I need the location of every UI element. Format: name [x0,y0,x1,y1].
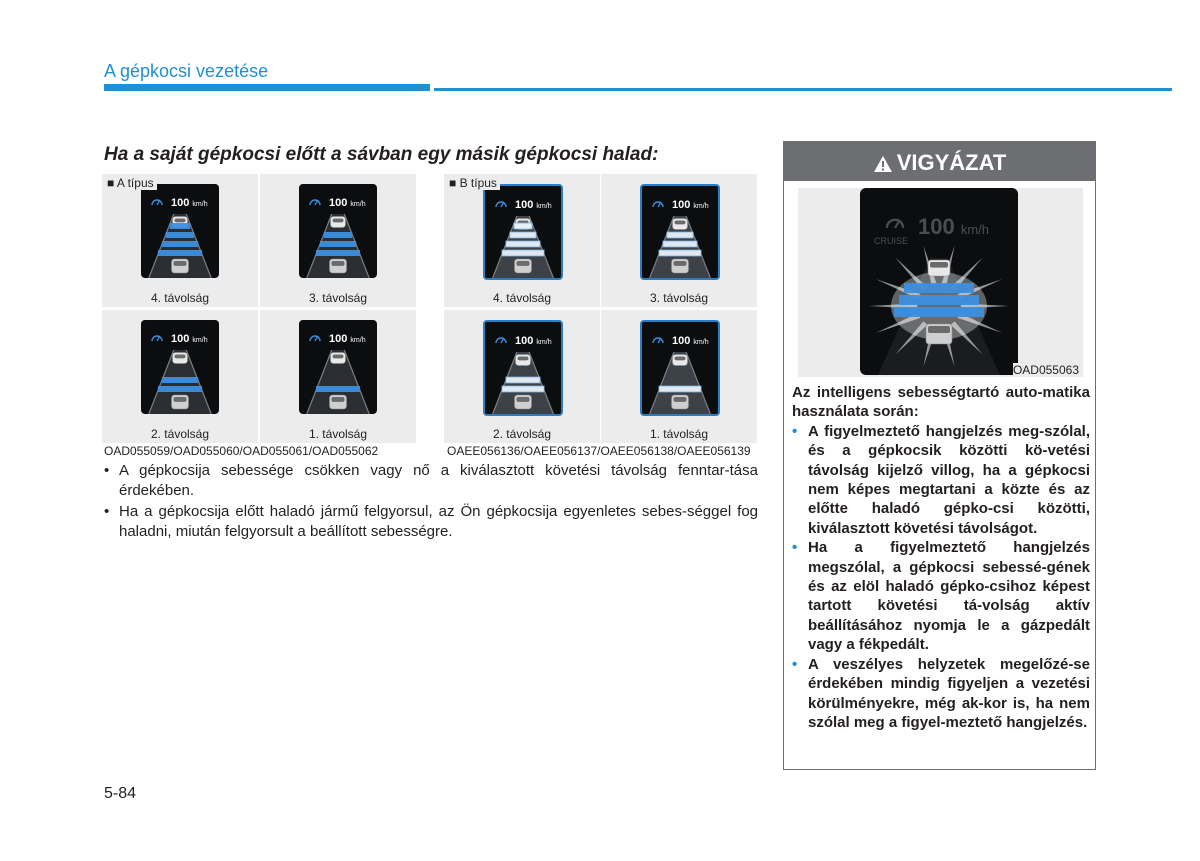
list-item [104,502,758,542]
distance-bar [502,250,544,256]
speed-unit: km/h [192,337,208,344]
car-icon [331,217,346,228]
car-icon [172,259,189,273]
figure-b-tile-2 [601,174,757,307]
speed-unit: km/h [960,222,989,237]
cruise-label: CRUISE [874,236,909,246]
cruise-icon [307,330,323,346]
distance-bar [659,386,701,392]
figure-a-tile-1 [102,174,258,307]
cluster-display [299,320,377,414]
distance-bar [506,377,540,383]
tile-caption: 2. távolság [492,427,552,441]
cluster-display [483,184,563,280]
distance-bar [904,283,974,293]
figure-a-tile-2 [260,174,416,307]
bullet-dot: • [792,655,798,673]
warning-intro: Az intelligens sebességtartó auto-matika használata során: [792,384,1090,421]
car-icon [516,355,531,366]
speed-readout: 100 km/h [672,335,709,347]
bullet-dot: • [792,539,798,557]
cruise-icon [650,196,666,212]
distance-bar [320,241,356,247]
distance-bar [316,250,360,256]
distance-bar [894,307,984,317]
figure-b-tile-4 [601,310,757,443]
cluster-display [640,320,720,416]
tile-caption: 4. távolság [150,291,210,305]
distance-bar [158,250,202,256]
car-icon [926,324,952,344]
distance-bar [162,377,198,383]
tile-caption: 1. távolság [649,427,709,441]
speed-readout: 100 km/h [329,333,366,345]
speed-readout: 100 km/h [515,199,552,211]
warning-image-code: OAD055063 [1012,363,1079,377]
figure-b-type-label: ■ B típus [446,176,500,190]
warning-image [798,188,1083,377]
cruise-icon [149,194,165,210]
list-item-text: Ha a gépkocsija előtt haladó jármű felgyorsul, az Ön gépkocsija egyenletes sebes-séggel fog haladni, miután felgyorsult a beállított sebességre. [119,503,758,540]
cruise-icon [149,330,165,346]
speed-unit: km/h [350,201,366,208]
distance-bar [162,241,198,247]
header-rule-thick [104,84,430,91]
bullet-dot: • [792,422,798,440]
list-item-text: A gépkocsija sebessége csökken vagy nő a kiválasztott követési távolság fenntar-tása érdekében. [119,462,758,499]
speed-unit: km/h [350,337,366,344]
warning-text [792,383,1090,732]
distance-bar [667,232,693,238]
car-icon [673,219,688,230]
figure-a-codes: OAD055059/OAD055060/OAD055061/OAD055062 [104,444,379,458]
speed-unit: km/h [693,203,709,210]
tile-caption: 1. távolság [308,427,368,441]
speed-readout: 100 km/h [329,197,366,209]
car-icon [515,259,532,273]
distance-bar [158,386,202,392]
cluster-display [640,184,720,280]
cluster-display [141,320,219,414]
distance-bar [316,386,360,392]
figure-a-tile-3 [102,310,258,443]
speed-readout: 100 km/h [672,199,709,211]
cruise-icon [650,332,666,348]
car-icon [672,395,689,409]
warning-item [792,422,1090,538]
bullet-dot: • [104,462,110,479]
car-icon [330,259,347,273]
tile-caption: 3. távolság [308,291,368,305]
figure-b-tile-1 [444,174,600,307]
cruise-icon [493,332,509,348]
page-number: 5-84 [104,785,137,802]
speed-readout: 100 km/h [171,333,208,345]
distance-bar [170,223,190,229]
tile-caption: 3. távolság [649,291,709,305]
car-icon [672,259,689,273]
warning-item-text: Ha a figyelmeztető hangjelzés megszólal, a gépkocsi sebessé-gének és az elöl haladó gépko-csihoz képest tartott követési tá-volság aktív beállításához nyomja le a gázpedált vagy a fékpedált. [808,539,1090,654]
warning-item [792,655,1090,733]
bullet-dot: • [104,503,110,520]
cruise-icon [307,194,323,210]
warning-title: VIGYÁZAT [896,150,1007,175]
cluster-display [483,320,563,416]
speed-readout: 100 km/h [171,197,208,209]
speed-unit: km/h [192,201,208,208]
tile-caption: 4. távolság [492,291,552,305]
car-icon [928,260,950,276]
car-icon [331,353,346,364]
tile-caption: 2. távolság [150,427,210,441]
speed-unit: km/h [536,339,552,346]
warning-item [792,538,1090,654]
distance-bar [166,232,194,238]
header-rule-thin [434,88,1172,91]
car-icon [172,395,189,409]
cluster-display [141,184,219,278]
distance-bar [324,232,352,238]
section-heading: Ha a saját gépkocsi előtt a sávban egy másik gépkocsi halad: [104,144,659,165]
distance-bar [510,232,536,238]
warning-item-text: A figyelmeztető hangjelzés meg-szólal, és a gépkocsik közötti kö-vetési távolság kijelző villog, ha a gépkocsi nem képes megtartani a közte és az előtte haladó gépko-csi közötti, kiválasztott követési távolságot. [808,422,1090,537]
cruise-icon [493,196,509,212]
warning-box [783,141,1096,770]
car-icon [173,353,188,364]
list-item [104,461,758,501]
distance-bar [514,223,532,229]
speed-unit: km/h [693,339,709,346]
speed-readout: 100 km/h [918,214,989,239]
car-icon [673,355,688,366]
figure-a-type-label: ■ A típus [104,176,157,190]
speed-unit: km/h [536,203,552,210]
cruise-icon [882,210,908,236]
figure-a-tile-4 [260,310,416,443]
car-icon [515,395,532,409]
figure-b-tile-3 [444,310,600,443]
distance-bar [663,241,697,247]
cluster-display [299,184,377,278]
cluster-display-large [860,188,1018,375]
bullet-list [104,461,758,543]
distance-bar [502,386,544,392]
chapter-title: A gépkocsi vezetése [104,61,269,81]
speed-readout: 100 km/h [515,335,552,347]
distance-bar [659,250,701,256]
distance-bar [506,241,540,247]
distance-bar [899,295,979,305]
warning-triangle-icon [873,155,893,173]
figure-b-codes: OAEE056136/OAEE056137/OAEE056138/OAEE056139 [447,444,751,458]
car-icon [330,395,347,409]
warning-header [784,142,1095,181]
warning-item-text: A veszélyes helyzetek megelőzé-se érdekében mindig figyeljen a vezetési körülményekre, még ak-kor is, ha nem szólal meg a figyel-meztető hangjelzés. [808,655,1090,731]
